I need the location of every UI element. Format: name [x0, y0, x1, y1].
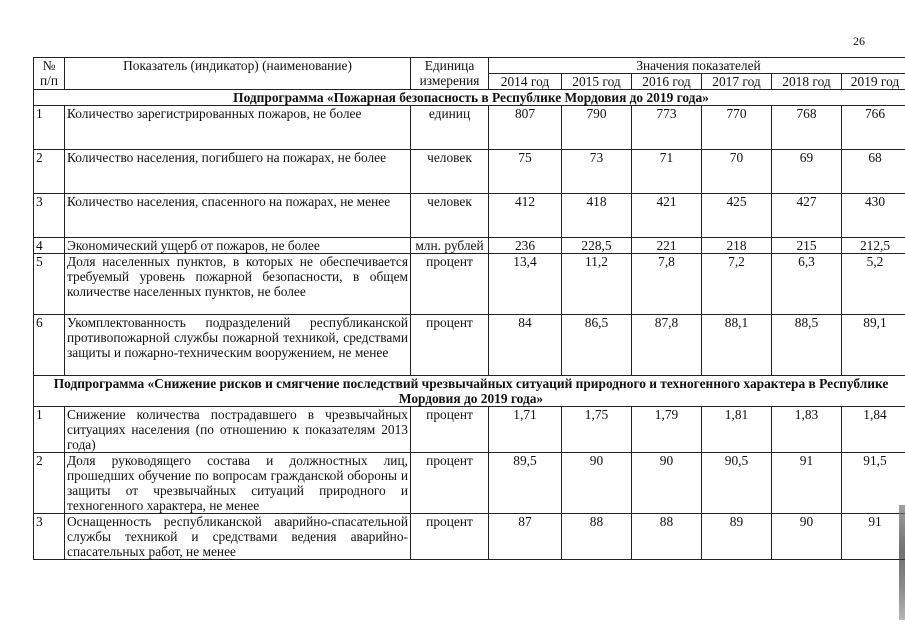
section-title-row	[34, 376, 905, 407]
value-cell: 228,5	[562, 238, 632, 254]
unit-cell: процент	[411, 315, 489, 376]
section-title: Подпрограмма «Снижение рисков и смягчение последствий чрезвычайных ситуаций природного и техногенного характера в Республике Мордовия до 2019 года»	[34, 376, 905, 407]
indicators-table	[33, 57, 905, 560]
value-cell: 1,71	[489, 407, 562, 453]
value-cell: 412	[489, 194, 562, 238]
value-cell: 87	[489, 514, 562, 560]
value-cell: 1,84	[842, 407, 905, 453]
value-cell: 221	[632, 238, 702, 254]
unit-cell: млн. рублей	[411, 238, 489, 254]
unit-cell: процент	[411, 453, 489, 514]
table-row	[34, 254, 905, 315]
table-row	[34, 194, 905, 238]
value-cell: 1,75	[562, 407, 632, 453]
value-cell: 89,1	[842, 315, 905, 376]
value-cell: 418	[562, 194, 632, 238]
value-cell: 1,83	[772, 407, 842, 453]
value-cell: 91,5	[842, 453, 905, 514]
section-title: Подпрограмма «Пожарная безопасность в Республике Мордовия до 2019 года»	[34, 90, 905, 106]
row-number: 4	[34, 238, 65, 254]
value-cell: 1,81	[702, 407, 772, 453]
value-cell: 69	[772, 150, 842, 194]
value-cell: 71	[632, 150, 702, 194]
unit-cell: человек	[411, 150, 489, 194]
value-cell: 70	[702, 150, 772, 194]
value-cell: 218	[702, 238, 772, 254]
value-cell: 91	[772, 453, 842, 514]
unit-cell: человек	[411, 194, 489, 238]
value-cell: 84	[489, 315, 562, 376]
value-cell: 427	[772, 194, 842, 238]
indicator-name: Количество населения, погибшего на пожарах, не более	[65, 150, 411, 194]
header-year: 2019 год	[842, 74, 905, 90]
value-cell: 11,2	[562, 254, 632, 315]
indicator-name: Доля населенных пунктов, в которых не обеспечивается требуемый уровень пожарной безопасности, в общем количестве населенных пунктов, не более	[65, 254, 411, 315]
value-cell: 6,3	[772, 254, 842, 315]
value-cell: 73	[562, 150, 632, 194]
value-cell: 89,5	[489, 453, 562, 514]
header-no-line1: №	[42, 58, 56, 73]
value-cell: 13,4	[489, 254, 562, 315]
unit-cell: процент	[411, 407, 489, 453]
value-cell: 790	[562, 106, 632, 150]
header-unit-line2: измерения	[419, 73, 480, 88]
header-year: 2018 год	[772, 74, 842, 90]
row-number: 1	[34, 407, 65, 453]
table-row	[34, 407, 905, 453]
header-year: 2015 год	[562, 74, 632, 90]
header-no	[34, 58, 65, 90]
page-number: 26	[853, 34, 865, 48]
indicator-name: Снижение количества пострадавшего в чрезвычайных ситуациях населения (по отношению к показателям 2013 года)	[65, 407, 411, 453]
table-row	[34, 453, 905, 514]
value-cell: 90,5	[702, 453, 772, 514]
value-cell: 430	[842, 194, 905, 238]
row-number: 2	[34, 453, 65, 514]
value-cell: 770	[702, 106, 772, 150]
table-row	[34, 150, 905, 194]
table-row	[34, 106, 905, 150]
header-year: 2014 год	[489, 74, 562, 90]
table-row	[34, 238, 905, 254]
header-unit	[411, 58, 489, 90]
header-row-1	[34, 58, 905, 74]
unit-cell: процент	[411, 254, 489, 315]
value-cell: 773	[632, 106, 702, 150]
value-cell: 86,5	[562, 315, 632, 376]
unit-cell: единиц	[411, 106, 489, 150]
value-cell: 88,1	[702, 315, 772, 376]
value-cell: 807	[489, 106, 562, 150]
value-cell: 68	[842, 150, 905, 194]
row-number: 6	[34, 315, 65, 376]
header-values: Значения показателей	[489, 58, 905, 74]
value-cell: 425	[702, 194, 772, 238]
header-no-line2: п/п	[39, 73, 59, 88]
value-cell: 90	[772, 514, 842, 560]
row-number: 3	[34, 194, 65, 238]
value-cell: 88,5	[772, 315, 842, 376]
value-cell: 88	[632, 514, 702, 560]
value-cell: 88	[562, 514, 632, 560]
indicator-name: Количество населения, спасенного на пожарах, не менее	[65, 194, 411, 238]
value-cell: 236	[489, 238, 562, 254]
value-cell: 1,79	[632, 407, 702, 453]
table-row	[34, 514, 905, 560]
section-title-row	[34, 90, 905, 106]
indicator-name: Доля руководящего состава и должностных лиц, прошедших обучение по вопросам гражданской обороны и защиты от чрезвычайных ситуаций природного и техногенного характера, не менее	[65, 453, 411, 514]
row-number: 5	[34, 254, 65, 315]
value-cell: 7,8	[632, 254, 702, 315]
header-indicator-name: Показатель (индикатор) (наименование)	[65, 58, 411, 90]
scan-edge-mark	[899, 505, 905, 620]
value-cell: 87,8	[632, 315, 702, 376]
indicator-name: Экономический ущерб от пожаров, не более	[65, 238, 411, 254]
value-cell: 75	[489, 150, 562, 194]
indicator-name: Оснащенность республиканской аварийно-спасательной службы техникой и средствами ведения аварийно-спасательных работ, не менее	[65, 514, 411, 560]
header-unit-line1: Единица	[424, 58, 475, 73]
value-cell: 90	[562, 453, 632, 514]
value-cell: 91	[842, 514, 905, 560]
value-cell: 7,2	[702, 254, 772, 315]
value-cell: 421	[632, 194, 702, 238]
value-cell: 768	[772, 106, 842, 150]
header-year: 2016 год	[632, 74, 702, 90]
value-cell: 215	[772, 238, 842, 254]
value-cell: 89	[702, 514, 772, 560]
row-number: 1	[34, 106, 65, 150]
row-number: 2	[34, 150, 65, 194]
indicator-name: Количество зарегистрированных пожаров, не более	[65, 106, 411, 150]
value-cell: 766	[842, 106, 905, 150]
unit-cell: процент	[411, 514, 489, 560]
value-cell: 212,5	[842, 238, 905, 254]
indicator-name: Укомплектованность подразделений республиканской противопожарной службы пожарной техникой, средствами защиты и пожарно-техническим вооружением, не менее	[65, 315, 411, 376]
header-year: 2017 год	[702, 74, 772, 90]
row-number: 3	[34, 514, 65, 560]
value-cell: 5,2	[842, 254, 905, 315]
table-row	[34, 315, 905, 376]
value-cell: 90	[632, 453, 702, 514]
